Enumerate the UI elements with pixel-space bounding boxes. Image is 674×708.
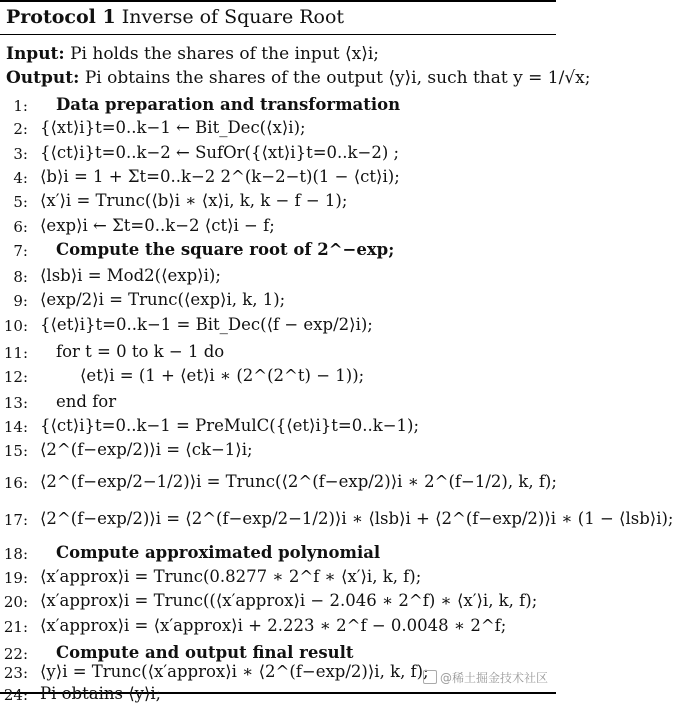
code-line: ⟨y⟩i = Trunc(⟨x′approx⟩i ∗ ⟨2^(f−exp/2)⟩i, k, f); (40, 662, 429, 681)
watermark-text: @稀土掘金技术社区 (439, 671, 548, 685)
section-heading: Compute and output final result (56, 643, 354, 662)
line-number: 22: (3, 645, 28, 663)
code-line: ⟨x′approx⟩i = Trunc(0.8277 ∗ 2^f ∗ ⟨x′⟩i, k, f); (40, 567, 422, 586)
input-label: Input: (6, 44, 65, 64)
line-number: 6: (13, 218, 28, 236)
title-rule (0, 34, 556, 35)
code-line: ⟨x′approx⟩i = Trunc((⟨x′approx⟩i − 2.046 ∗ 2^f) ∗ ⟨x′⟩i, k, f); (40, 591, 538, 610)
code-line: ⟨2^(f−exp/2)⟩i = ⟨ck−1⟩i; (40, 440, 253, 459)
line-number: 2: (13, 120, 28, 138)
line-number: 10: (3, 317, 28, 335)
code-line: ⟨lsb⟩i = Mod2(⟨exp⟩i); (40, 266, 221, 285)
line-number: 23: (3, 664, 28, 682)
line-number: 24: (3, 686, 28, 704)
protocol-label: Protocol 1 (6, 6, 116, 28)
line-number: 13: (3, 394, 28, 412)
input-text: Pi holds the shares of the input ⟨x⟩i; (70, 44, 380, 64)
line-number: 16: (3, 474, 28, 492)
protocol-name: Inverse of Square Root (121, 6, 345, 28)
output-line (6, 68, 590, 88)
output-label: Output: (6, 68, 80, 88)
line-number: 3: (13, 145, 28, 163)
line-number: 17: (3, 511, 28, 529)
line-number: 20: (3, 593, 28, 611)
code-line: {⟨ct⟩i}t=0..k−1 = PreMulC({⟨et⟩i}t=0..k−1); (40, 416, 420, 435)
line-number: 8: (13, 268, 28, 286)
watermark (423, 669, 548, 686)
section-heading: Data preparation and transformation (56, 95, 401, 114)
code-line: ⟨exp/2⟩i = Trunc(⟨exp⟩i, k, 1); (40, 290, 286, 309)
line-number: 18: (3, 545, 28, 563)
line-number: 9: (13, 292, 28, 310)
line-number: 4: (13, 169, 28, 187)
code-line: ⟨x′approx⟩i = ⟨x′approx⟩i + 2.223 ∗ 2^f − 0.0048 ∗ 2^f; (40, 616, 507, 635)
line-number: 1: (13, 97, 28, 115)
code-line: ⟨exp⟩i ← Σt=0..k−2 ⟨ct⟩i − f; (40, 216, 275, 235)
output-text: Pi obtains the shares of the output ⟨y⟩i, such that y = 1/√x; (84, 68, 591, 88)
line-number: 21: (3, 618, 28, 636)
code-line: Pi obtains ⟨y⟩i; (40, 684, 162, 703)
code-line: {⟨ct⟩i}t=0..k−2 ← SufOr({⟨xt⟩i}t=0..k−2) ; (40, 143, 400, 162)
code-line: ⟨x′⟩i = Trunc(⟨b⟩i ∗ ⟨x⟩i, k, k − f − 1); (40, 191, 348, 210)
line-number: 5: (13, 193, 28, 211)
line-number: 15: (3, 442, 28, 460)
code-line: {⟨et⟩i}t=0..k−1 = Bit_Dec(⟨f − exp/2⟩i); (40, 315, 373, 334)
line-number: 19: (3, 569, 28, 587)
code-line: for t = 0 to k − 1 do (56, 342, 225, 361)
code-line: end for (56, 392, 117, 411)
code-line: ⟨et⟩i = (1 + ⟨et⟩i ∗ (2^(2^t) − 1)); (80, 366, 365, 385)
line-number: 12: (3, 368, 28, 386)
watermark-icon (423, 670, 437, 684)
code-line: ⟨b⟩i = 1 + Σt=0..k−2 2^(k−2−t)(1 − ⟨ct⟩i); (40, 167, 400, 186)
section-heading: Compute approximated polynomial (56, 543, 381, 562)
code-line: ⟨2^(f−exp/2)⟩i = ⟨2^(f−exp/2−1/2)⟩i ∗ ⟨lsb⟩i + ⟨2^(f−exp/2)⟩i ∗ (1 − ⟨lsb⟩i); (40, 509, 674, 528)
protocol-title (6, 6, 344, 28)
code-line: {⟨xt⟩i}t=0..k−1 ← Bit_Dec(⟨x⟩i); (40, 118, 306, 137)
line-number: 11: (3, 344, 28, 362)
input-line (6, 44, 379, 64)
line-number: 7: (13, 242, 28, 260)
section-heading: Compute the square root of 2^−exp; (56, 240, 395, 259)
code-line: ⟨2^(f−exp/2−1/2)⟩i = Trunc(⟨2^(f−exp/2)⟩i ∗ 2^(f−1/2), k, f); (40, 472, 557, 491)
line-number: 14: (3, 418, 28, 436)
